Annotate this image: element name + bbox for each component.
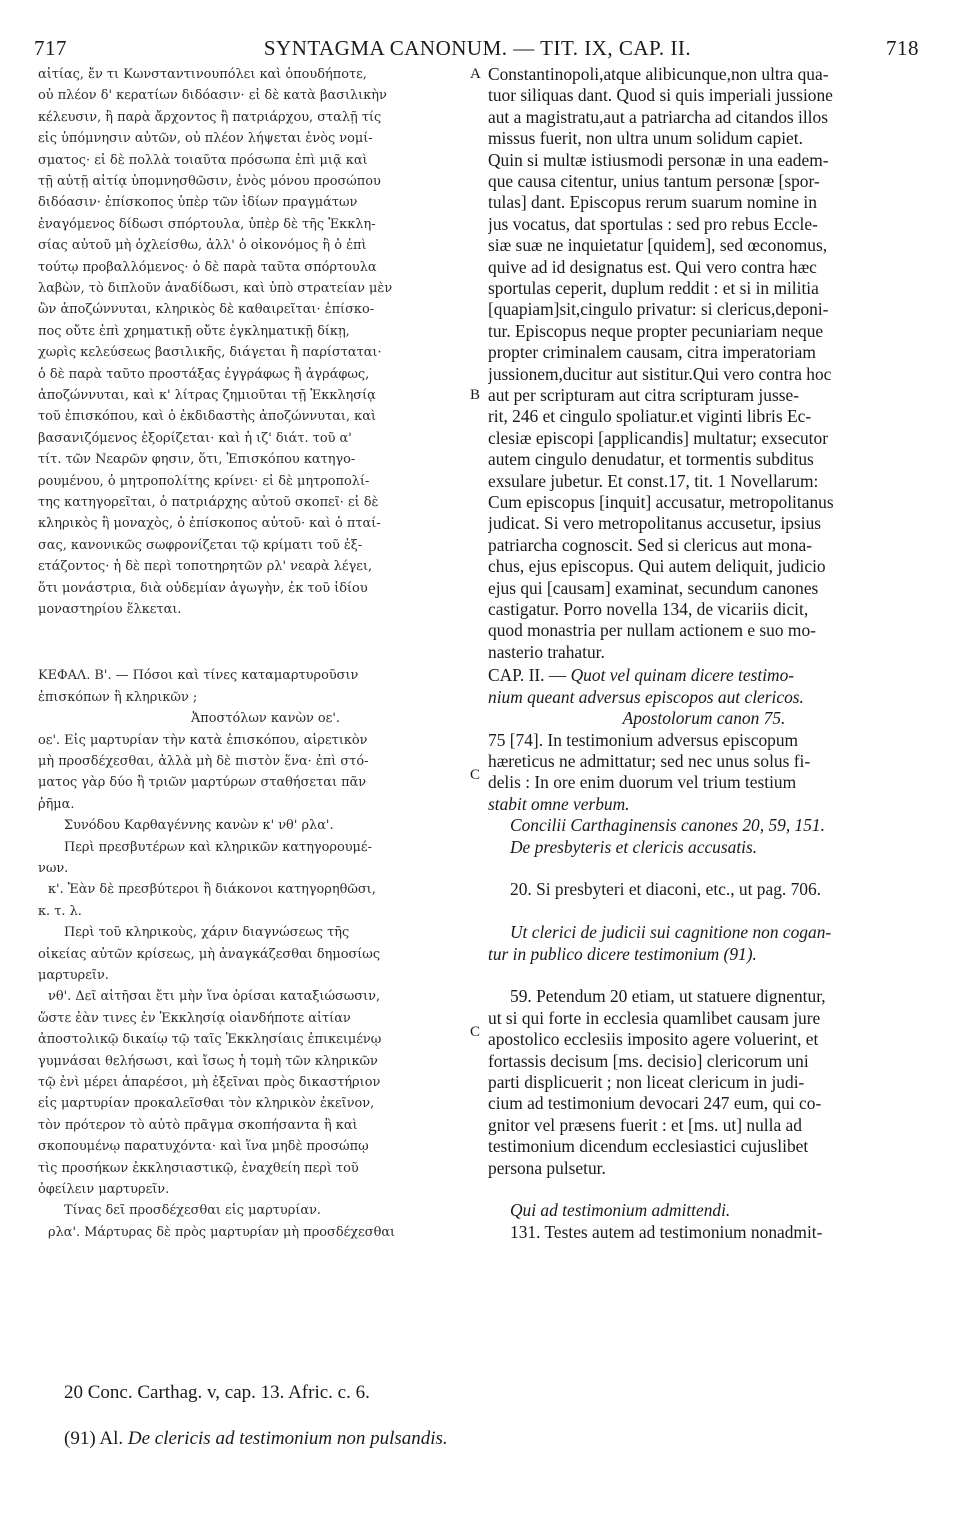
latin-line: tulas] dant. Episcopus rerum suarum nomine in xyxy=(488,192,817,213)
greek-line: ἀποζώννυται, καὶ κ' λίτρας ζημιοῦται τῇ Ἐκκλησίᾳ xyxy=(38,388,376,403)
latin-line: Quin si multæ istiusmodi personæ in una eadem- xyxy=(488,149,829,170)
latin-line: aut a magistratu,aut a patriarcha ad citandos illos xyxy=(488,106,828,127)
greek-line: νθ'. Δεῖ αἰτῆσαι ἔτι μὴν ἵνα ὁρίσαι καταξιώσωσιν, xyxy=(48,989,381,1005)
latin-line: tur in publico dicere testimonium (91). xyxy=(488,943,757,964)
greek-line: ΚΕΦΑΛ. Β'. — Πόσοι καὶ τίνες καταμαρτυροῦσιν xyxy=(38,668,359,684)
greek-line: εἰς μαρτυρίαν προκαλεῖσθαι τὸν κληρικὸν ἐκεῖνον, xyxy=(38,1096,375,1112)
latin-line: missus fuerit, non ultra unum solidum capiet. xyxy=(488,128,803,149)
latin-line: exsulare jubetur. Et const.17, tit. 1 Novellarum: xyxy=(488,470,819,491)
greek-line: τούτῳ προβαλλόμενος· ὁ δὲ παρὰ ταῦτα σπόρτουλα xyxy=(38,259,377,275)
greek-line: νων. xyxy=(38,860,69,876)
margin-mark-c2: C xyxy=(470,1024,481,1040)
greek-line: Ἀποστόλων κανὼν οε'. xyxy=(191,711,340,727)
latin-line: nium queant adversus episcopos aut clericos. xyxy=(488,686,804,707)
greek-line: ῥῆμα. xyxy=(38,796,75,812)
greek-line: τῷ ἑνὶ μέρει ἀπαρέσοι, μὴ ἐξεῖναι πρὸς δικαστήριον xyxy=(38,1074,381,1090)
footnote-91 xyxy=(64,1428,448,1450)
latin-line: clesiæ episcopi [applicandis] multatur; exsecutor xyxy=(488,427,828,448)
greek-line: λαβὼν, τὸ διπλοῦν ἀναδίδωσι, καὶ ὑπὸ στρατείαν μὲν xyxy=(38,281,393,296)
greek-line: κ. τ. λ. xyxy=(38,903,82,919)
latin-line: autem cingulo denudatur, et tormentis subditus xyxy=(488,449,814,470)
greek-line: οὐ πλέον δ' κερατίων διδόασιν· εἰ δὲ κατὰ βασιλικὴν xyxy=(38,88,387,104)
greek-line: ἀποστολικῷ δικαίῳ τῷ ταῖς Ἐκκλησίαις ἐπικειμένῳ xyxy=(38,1032,382,1048)
margin-mark-a: A xyxy=(470,66,481,82)
greek-line: κληρικὸς ἢ μοναχὸς, ὁ ἐπίσκοπος αὐτοῦ· καὶ ὁ πταί- xyxy=(38,516,381,532)
latin-line: quive ad id designatus est. Qui vero contra hæc xyxy=(488,256,817,277)
latin-line: [quapiam]sit,cingulo privatur: si clericus,deponi- xyxy=(488,299,829,320)
greek-line: βασανιζόμενος ἐξορίζεται· καὶ ἡ ιζ' διάτ. τοῦ α' xyxy=(38,430,352,446)
greek-line: γυμνάσαι θελήσωσι, καὶ ἴσως ἡ τομὴ τῶν κληρικῶν xyxy=(38,1053,378,1069)
greek-line: Τίνας δεῖ προσδέχεσθαι εἰς μαρτυρίαν. xyxy=(64,1203,322,1219)
greek-line: σματος· εἰ δὲ πολλὰ τοιαῦτα πρόσωπα ἐπὶ μιᾷ καὶ xyxy=(38,152,368,168)
latin-line: stabit omne verbum. xyxy=(488,793,630,814)
greek-line: μαρτυρεῖν. xyxy=(38,967,109,983)
greek-line: ρλα'. Μάρτυρας δὲ πρὸς μαρτυρίαν μὴ προσδέχεσθαι xyxy=(48,1224,396,1240)
latin-line: quod monastria per nullam actionem e suo mo- xyxy=(488,620,816,641)
greek-line: πος οὔτε ἐπὶ χρηματικῇ οὔτε ἐγκληματικῇ δίκῃ, xyxy=(38,323,350,339)
greek-line: τὸν πρότερον τὸ αὐτὸ πρᾶγμα σκοπήσαντα ἢ καὶ xyxy=(38,1117,358,1133)
latin-line: 75 [74]. In testimonium adversus episcopum xyxy=(488,729,799,750)
greek-line: Συνόδου Καρθαγέννης κανὼν κ' νθ' ρλα'. xyxy=(64,818,334,834)
latin-line: apostolico ecclesiis imposito agere voluerint, et xyxy=(488,1029,819,1050)
greek-line: οε'. Εἰς μαρτυρίαν τὴν κατὰ ἐπισκόπου, αἱρετικὸν xyxy=(38,732,368,748)
latin-line: patriarcha cognoscit. Sed si clericus aut mona- xyxy=(488,534,813,555)
greek-line: ρουμένου, ὁ μητροπολίτης κρίνει· εἰ δὲ μητροπολί- xyxy=(38,473,370,489)
greek-line: ματος γὰρ δύο ἢ τριῶν μαρτύρων σταθήσεται πᾶν xyxy=(38,775,367,791)
latin-line: propter criminalem causam, citra imperatoriam xyxy=(488,342,816,363)
footnote-91-prefix: (91) Al. xyxy=(64,1428,128,1449)
latin-line: fortassis decisum [ms. decisio] clericorum uni xyxy=(488,1050,809,1071)
greek-line: Περὶ τοῦ κληρικοὺς, χάριν διαγνώσεως τῆς xyxy=(64,925,350,941)
greek-line: τίτ. τῶν Νεαρῶν φησιν, ὅτι, Ἐπισκόπου κατηγο- xyxy=(38,452,356,468)
latin-line: 131. Testes autem ad testimonium nonadmit- xyxy=(510,1221,823,1242)
latin-line: Apostolorum canon 75. xyxy=(622,708,786,729)
latin-line: persona pulsetur. xyxy=(488,1157,606,1178)
latin-line: Concilii Carthaginensis canones 20, 59, 151. xyxy=(510,815,825,836)
greek-line: ὢν ἀποζώννυται, κληρικὸς δὲ καθαιρεῖται· ἐπίσκο- xyxy=(38,302,375,318)
greek-line: τοῦ ἐπισκόπου, καὶ ὁ ἐκδιδαστὴς ἀποζώννυται, καὶ xyxy=(38,409,376,425)
latin-line: que causa citentur, unius tantum personæ [spor- xyxy=(488,171,820,191)
latin-line: nasterio trahatur. xyxy=(488,641,605,662)
greek-line: σας, κανονικῶς σωφρονίζεται τῷ κρίματι τοῦ ἐξ- xyxy=(38,537,363,553)
greek-line: κέλευσιν, ἢ παρὰ ἄρχοντος ἢ πατριάρχου, σταλῇ τίς xyxy=(38,109,382,125)
latin-line: gnitor vel præsens fuerit : et [ms. ut] nulla ad xyxy=(488,1114,802,1135)
latin-line: rit, 246 et cingulo spoliatur.et viginti libris Ec- xyxy=(488,406,812,427)
latin-line: jus vocatus, dat sportulas : sed pro rebus Eccle- xyxy=(488,213,818,234)
greek-line: ὁ δὲ παρὰ ταῦτο προστάξας ἐγγράφως ἢ ἀγράφως, xyxy=(38,366,370,382)
greek-line: ὅτι μονάστρια, διὰ οὐδεμίαν ἀγωγὴν, ἐκ τοῦ ἰδίου xyxy=(38,580,368,596)
footnote-20: 20 Conc. Carthag. v, cap. 13. Afric. c. 6. xyxy=(64,1382,370,1403)
latin-line: tuor siliquas dant. Quod si quis imperiali jussione xyxy=(488,85,833,106)
latin-line: Constantinopoli,atque alibicunque,non ultra qua- xyxy=(488,64,829,84)
greek-line: διδόασιν· ἐπίσκοπος ὑπὲρ τῶν ἰδίων πραγμάτων xyxy=(38,195,358,211)
latin-line: sportulas ceperit, duplum reddit : et si in militia xyxy=(488,278,819,298)
latin-line: judicat. Si vero metropolitanus accusetur, ipsius xyxy=(488,513,822,534)
cap-title: Quot vel quinam dicere testimo- xyxy=(570,665,795,686)
greek-line: της κατηγορεῖται, ὁ πατριάρχης αὐτοῦ σκοπεῖ· εἰ δὲ xyxy=(38,495,379,510)
running-title: SYNTAGMA CANONUM. — TIT. IX, CAP. II. xyxy=(263,36,692,60)
greek-line: κ'. Ἐὰν δὲ πρεσβύτεροι ἢ διάκονοι κατηγορηθῶσι, xyxy=(48,882,376,898)
greek-line: μοναστηρίου ἕλκεται. xyxy=(38,602,182,617)
latin-line xyxy=(488,665,920,686)
latin-line: hæreticus ne admittatur; sed nec unus solus fi- xyxy=(488,750,811,771)
greek-line: ἐναγόμενος δίδωσι σπόρτουλα, ὑπὲρ δὲ τῆς Ἐκκλη- xyxy=(38,216,376,232)
latin-line: delis : In ore enim duorum vel trium testium xyxy=(488,772,797,793)
latin-line: parti displicuerit ; non liceat clericum in judi- xyxy=(488,1071,805,1092)
latin-line: testimonium dicendum ecclesiastici cujuslibet xyxy=(488,1136,809,1157)
greek-line: τῇ αὐτῇ αἰτίᾳ ὑπομνησθῶσιν, ἑνὸς μόνου προσώπου xyxy=(38,174,381,189)
greek-line: μὴ προσδέχεσθαι, ἀλλὰ μὴ δὲ πιστὸν ἕνα· ἐπὶ στό- xyxy=(38,753,369,769)
greek-line: τὶς προσήκων ἐκκλησιαστικῷ, ἐναχθείη περὶ τοῦ xyxy=(38,1160,359,1176)
latin-line: Cum episcopus [inquit] accusatur, metropolitanus xyxy=(488,492,834,512)
latin-line: aut per scripturam aut citra scripturam jusse- xyxy=(488,385,799,405)
greek-line: οἰκείας αὐτῶν κρίσεως, μὴ ἀναγκάζεσθαι δημοσίως xyxy=(38,946,381,962)
latin-line: chus, ejus episcopus. Qui autem deliquit, judicio xyxy=(488,556,826,577)
latin-line: jussionem,ducitur aut sistitur.Qui vero contra hoc xyxy=(488,363,832,384)
greek-line: σκοπουμένῳ παρατυχόντα· καὶ ἵνα μηδὲ προσώπῳ xyxy=(38,1139,369,1155)
greek-line: ετάζοντος· ἡ δὲ περὶ τοποτηρητῶν ρλ' νεαρὰ λέγει, xyxy=(38,559,373,575)
greek-line: ὀφείλειν μαρτυρεῖν. xyxy=(38,1181,170,1197)
footnote-91-title: De clericis ad testimonium non pulsandis. xyxy=(127,1428,448,1449)
latin-line: De presbyteris et clericis accusatis. xyxy=(510,836,758,857)
margin-mark-c: C xyxy=(470,767,481,783)
latin-line: siæ suæ ne inquietatur [quidem], sed œconomus, xyxy=(488,235,828,256)
greek-line: ἐπισκόπων ἢ κληρικῶν ; xyxy=(38,689,198,705)
margin-mark-b: B xyxy=(470,387,481,403)
latin-line: castigatur. Porro novella 134, de vicariis dicit, xyxy=(488,599,809,619)
latin-line: tur. Episcopus neque propter pecuniariam neque xyxy=(488,320,824,341)
latin-line: Ut clerici de judicii sui cagnitione non cogan- xyxy=(510,922,832,943)
page-number-left: 717 xyxy=(34,36,67,60)
latin-line: ut si qui forte in ecclesia quamlibet causam jure xyxy=(488,1007,821,1028)
greek-line: αἰτίας, ἔν τι Κωνσταντινουπόλει καὶ ὁπουδήποτε, xyxy=(38,67,367,82)
latin-line: cium ad testimonium devocari 247 eum, qui co- xyxy=(488,1093,822,1114)
cap-label: CAP. II. — xyxy=(488,665,571,686)
latin-line: 20. Si presbyteri et diaconi, etc., ut pag. 706. xyxy=(510,879,822,900)
greek-line: χωρὶς κελεύσεως βασιλικῆς, διάγεται ἢ παρίσταται· xyxy=(38,345,382,361)
greek-line: σίας αὐτοῦ μὴ ὀχλείσθω, ἀλλ' ὁ οἰκονόμος ἢ ὁ ἐπὶ xyxy=(38,238,367,254)
greek-line: Περὶ πρεσβυτέρων καὶ κληρικῶν κατηγορουμέ- xyxy=(64,839,372,855)
greek-line: εἰς ὑπόμνησιν αὐτῶν, οὐ πλέον λήψεται ἑνὸς νομί- xyxy=(38,131,373,147)
latin-line: ejus qui [causam] examinat, secundum canones xyxy=(488,577,819,598)
latin-line: Qui ad testimonium admittendi. xyxy=(510,1200,731,1221)
page-number-right: 718 xyxy=(886,36,919,60)
greek-line: ὥστε ἐὰν τινες ἐν Ἐκκλησίᾳ οἱανδήποτε αἰτίαν xyxy=(38,1010,351,1026)
latin-line: 59. Petendum 20 etiam, ut statuere dignentur, xyxy=(510,986,826,1007)
